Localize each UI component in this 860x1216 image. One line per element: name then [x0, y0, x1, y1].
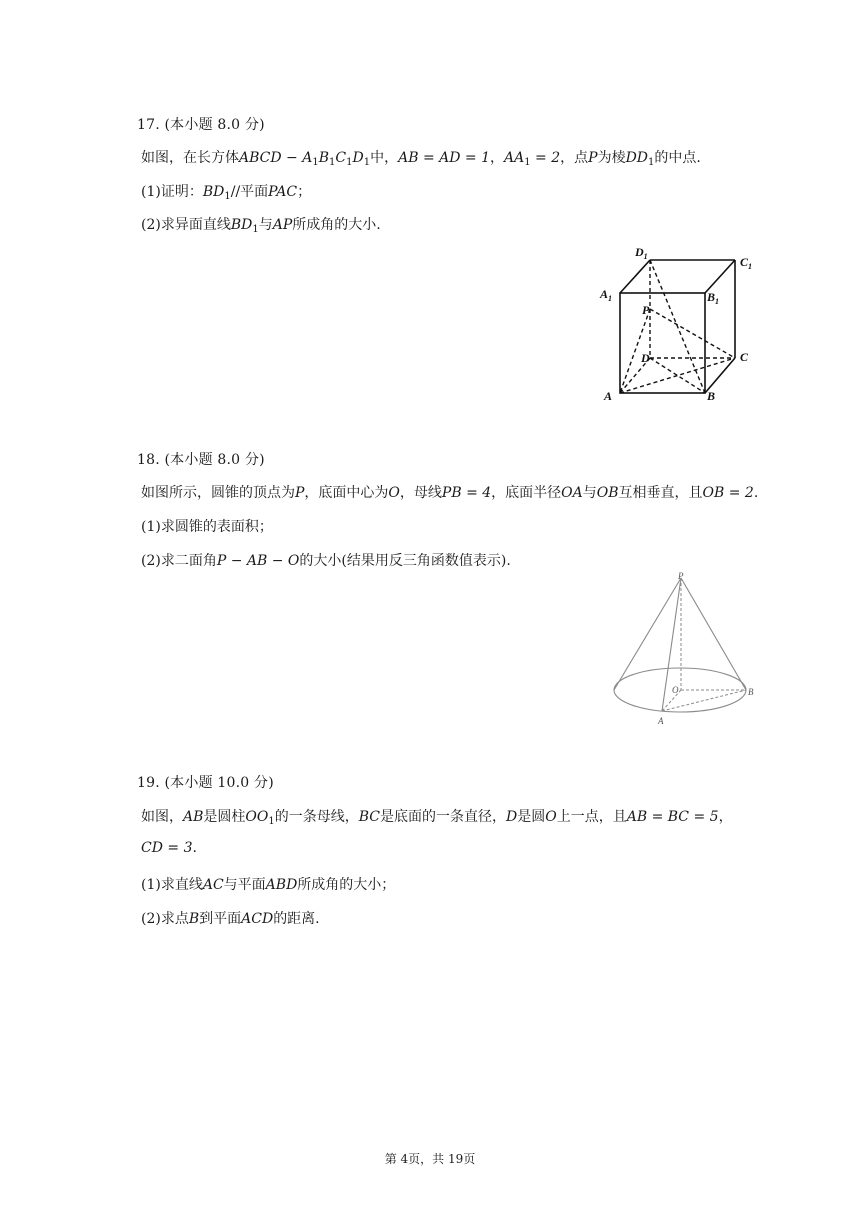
question-19-statement: 如图，AB是圆柱$OO_1$的一条母线，BC是底面的一条直径，D是圆O上一点，且AB = BC = 5，: [141, 809, 733, 827]
label-A1: $A_1$: [600, 287, 613, 303]
label-B: B: [748, 687, 754, 697]
label-A: A: [604, 389, 613, 403]
question-18-heading: 18. (本小题 8.0 分): [137, 452, 265, 468]
label-B: B: [707, 389, 716, 403]
label-C: C: [740, 350, 749, 364]
cone-figure: [605, 570, 765, 730]
question-17-part-2: (2)求异面直线$BD_1$与AP所成角的大小.: [141, 217, 381, 235]
question-17-part-1: (1)证明：$BD_1//$平面PAC；: [141, 184, 312, 202]
question-19-part-1: (1)求直线AC与平面ABD所成角的大小；: [141, 877, 396, 893]
label-B1: $B_1$: [707, 290, 720, 306]
question-18-part-1: (1)求圆锥的表面积；: [141, 519, 273, 535]
question-17-statement: 如图，在长方体ABCD − $A_1B_1C_1D_1$中，AB = AD = 1，$AA_1 = 2$，点P为棱$DD_1$的中点.: [141, 150, 701, 168]
question-19-part-2: (2)求点B到平面ACD的距离.: [141, 911, 320, 927]
question-18-statement: 如图所示，圆锥的顶点为P，底面中心为O，母线PB = 4，底面半径OA与OB互相垂直，且OB = 2.: [141, 485, 759, 501]
label-O: O: [672, 685, 679, 695]
label-A: A: [658, 716, 664, 726]
label-C1: $C_1$: [740, 255, 753, 271]
question-18-part-2: (2)求二面角P − AB − O的大小(结果用反三角函数值表示).: [141, 553, 511, 569]
question-17-heading: 17. (本小题 8.0 分): [137, 117, 265, 133]
question-19-statement-cont: CD = 3.: [141, 840, 197, 856]
cuboid-figure: [590, 240, 765, 410]
label-P: P: [642, 303, 650, 317]
page-footer: 第 4页，共 19页: [384, 1152, 476, 1166]
label-P: P: [678, 571, 684, 581]
label-D: D: [641, 351, 650, 365]
label-D1: $D_1$: [635, 245, 648, 261]
question-19-heading: 19. (本小题 10.0 分): [137, 775, 274, 791]
